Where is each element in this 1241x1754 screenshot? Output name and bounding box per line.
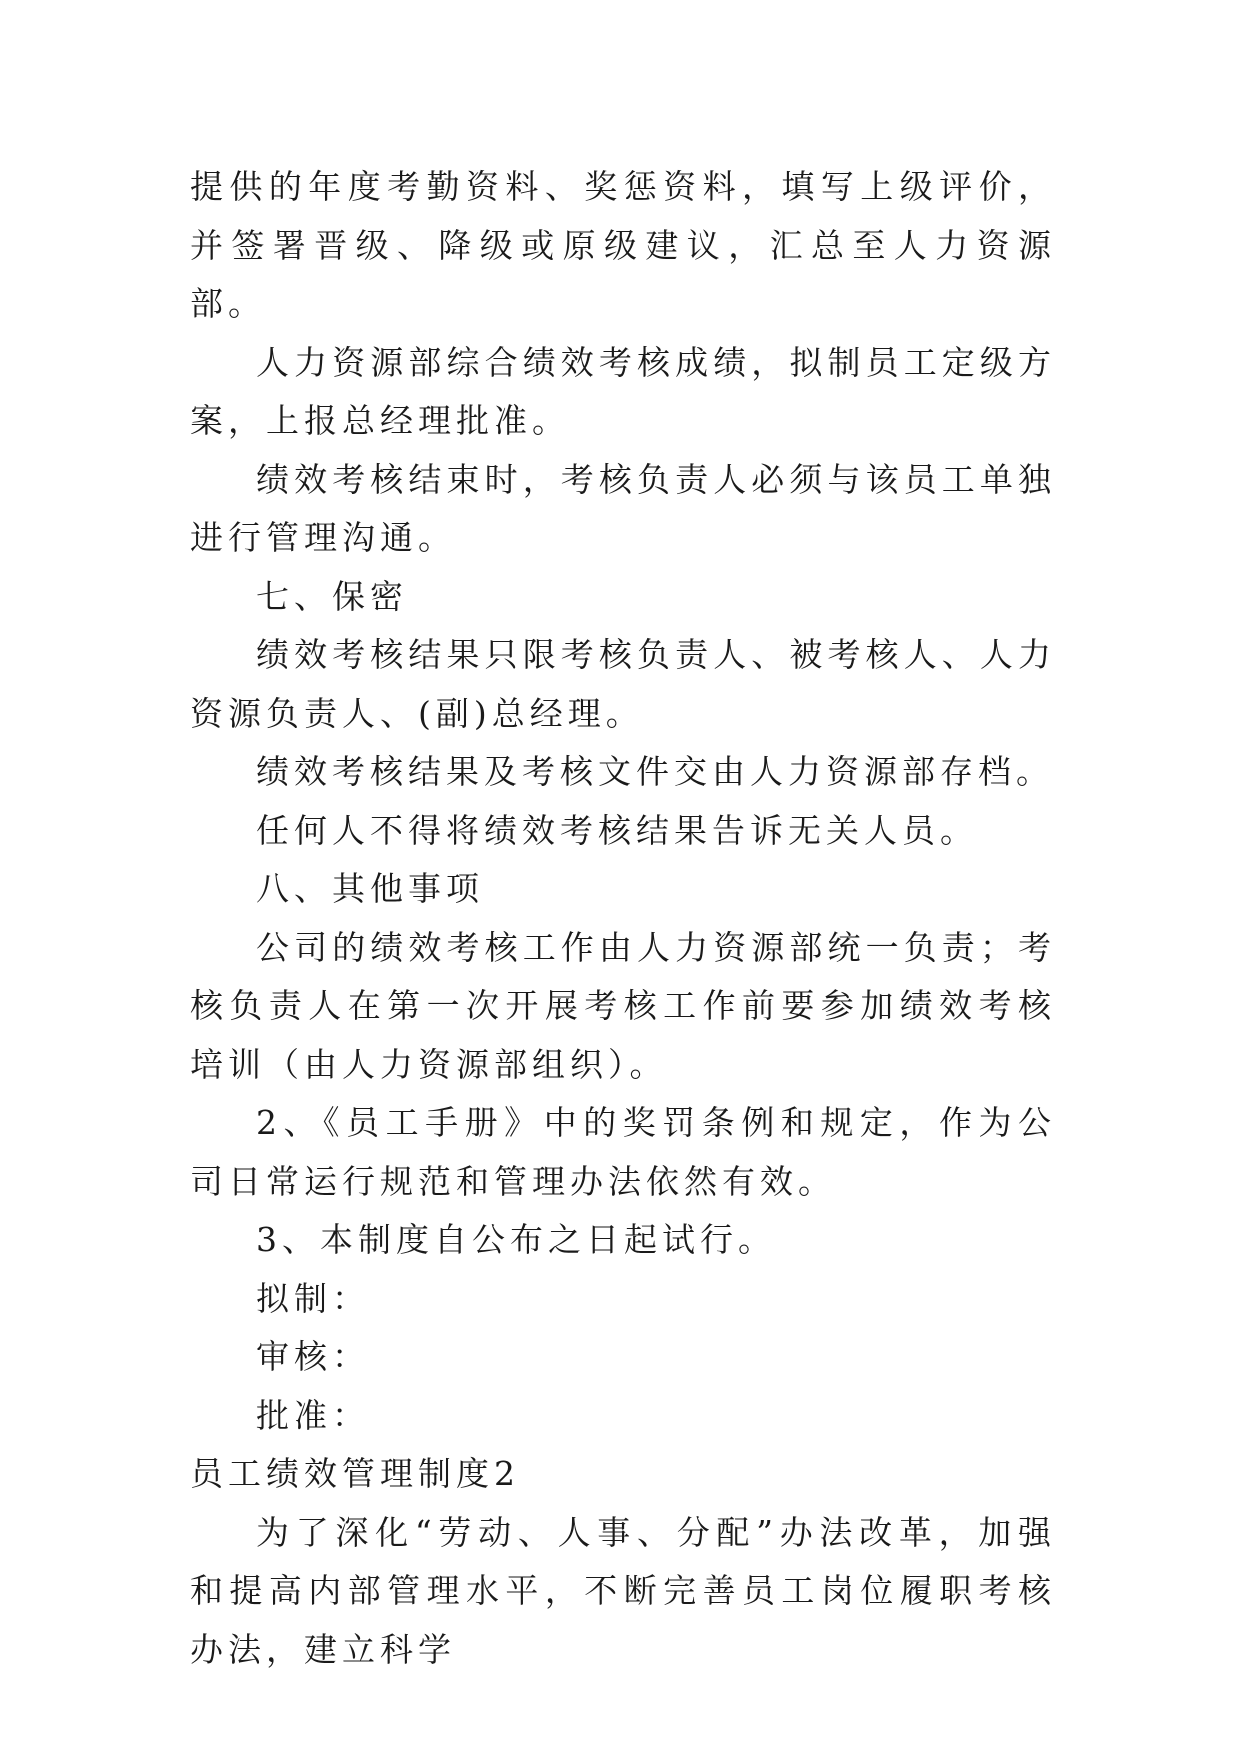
document-body <box>190 158 1056 1679</box>
signature-approved: 批准： <box>256 1395 370 1435</box>
paragraph-archive: 绩效考核结果及考核文件交由人力资源部存档。 <box>256 752 1054 791</box>
section-heading-other-matters: 八、其他事项 <box>256 869 484 908</box>
paragraph-result-access: 绩效考核结果只限考核负责人、被考核人、人力资源负责人、(副)总经理。 <box>190 635 1056 733</box>
paragraph-effective-date: 3、本制度自公布之日起试行。 <box>256 1220 776 1259</box>
paragraph-training: 公司的绩效考核工作由人力资源部统一负责；考核负责人在第一次开展考核工作前要参加绩效考核培训（由人力资源部组织）。 <box>190 927 1056 1084</box>
paragraph-handbook: 2、《员工手册》中的奖罚条例和规定，作为公司日常运行规范和管理办法依然有效。 <box>190 1103 1056 1201</box>
paragraph-annual-records: 提供的年度考勤资料、奖惩资料，填写上级评价，并签署晋级、降级或原级建议，汇总至人力资源部。 <box>190 167 1056 323</box>
paragraph-intro-reform: 为了深化“劳动、人事、分配”办法改革，加强和提高内部管理水平，不断完善员工岗位履职考核办法，建立科学 <box>190 1512 1056 1669</box>
paragraph-communication: 绩效考核结束时，考核负责人必须与该员工单独进行管理沟通。 <box>190 459 1056 557</box>
paragraph-no-disclosure: 任何人不得将绩效考核结果告诉无关人员。 <box>256 810 978 850</box>
signature-drafted: 拟制： <box>256 1278 370 1318</box>
section-heading-confidentiality: 七、保密 <box>256 576 408 616</box>
paragraph-hr-grading: 人力资源部综合绩效考核成绩，拟制员工定级方案，上报总经理批准。 <box>190 342 1056 440</box>
document-title-2: 员工绩效管理制度2 <box>190 1454 520 1493</box>
signature-reviewed: 审核： <box>256 1337 370 1376</box>
